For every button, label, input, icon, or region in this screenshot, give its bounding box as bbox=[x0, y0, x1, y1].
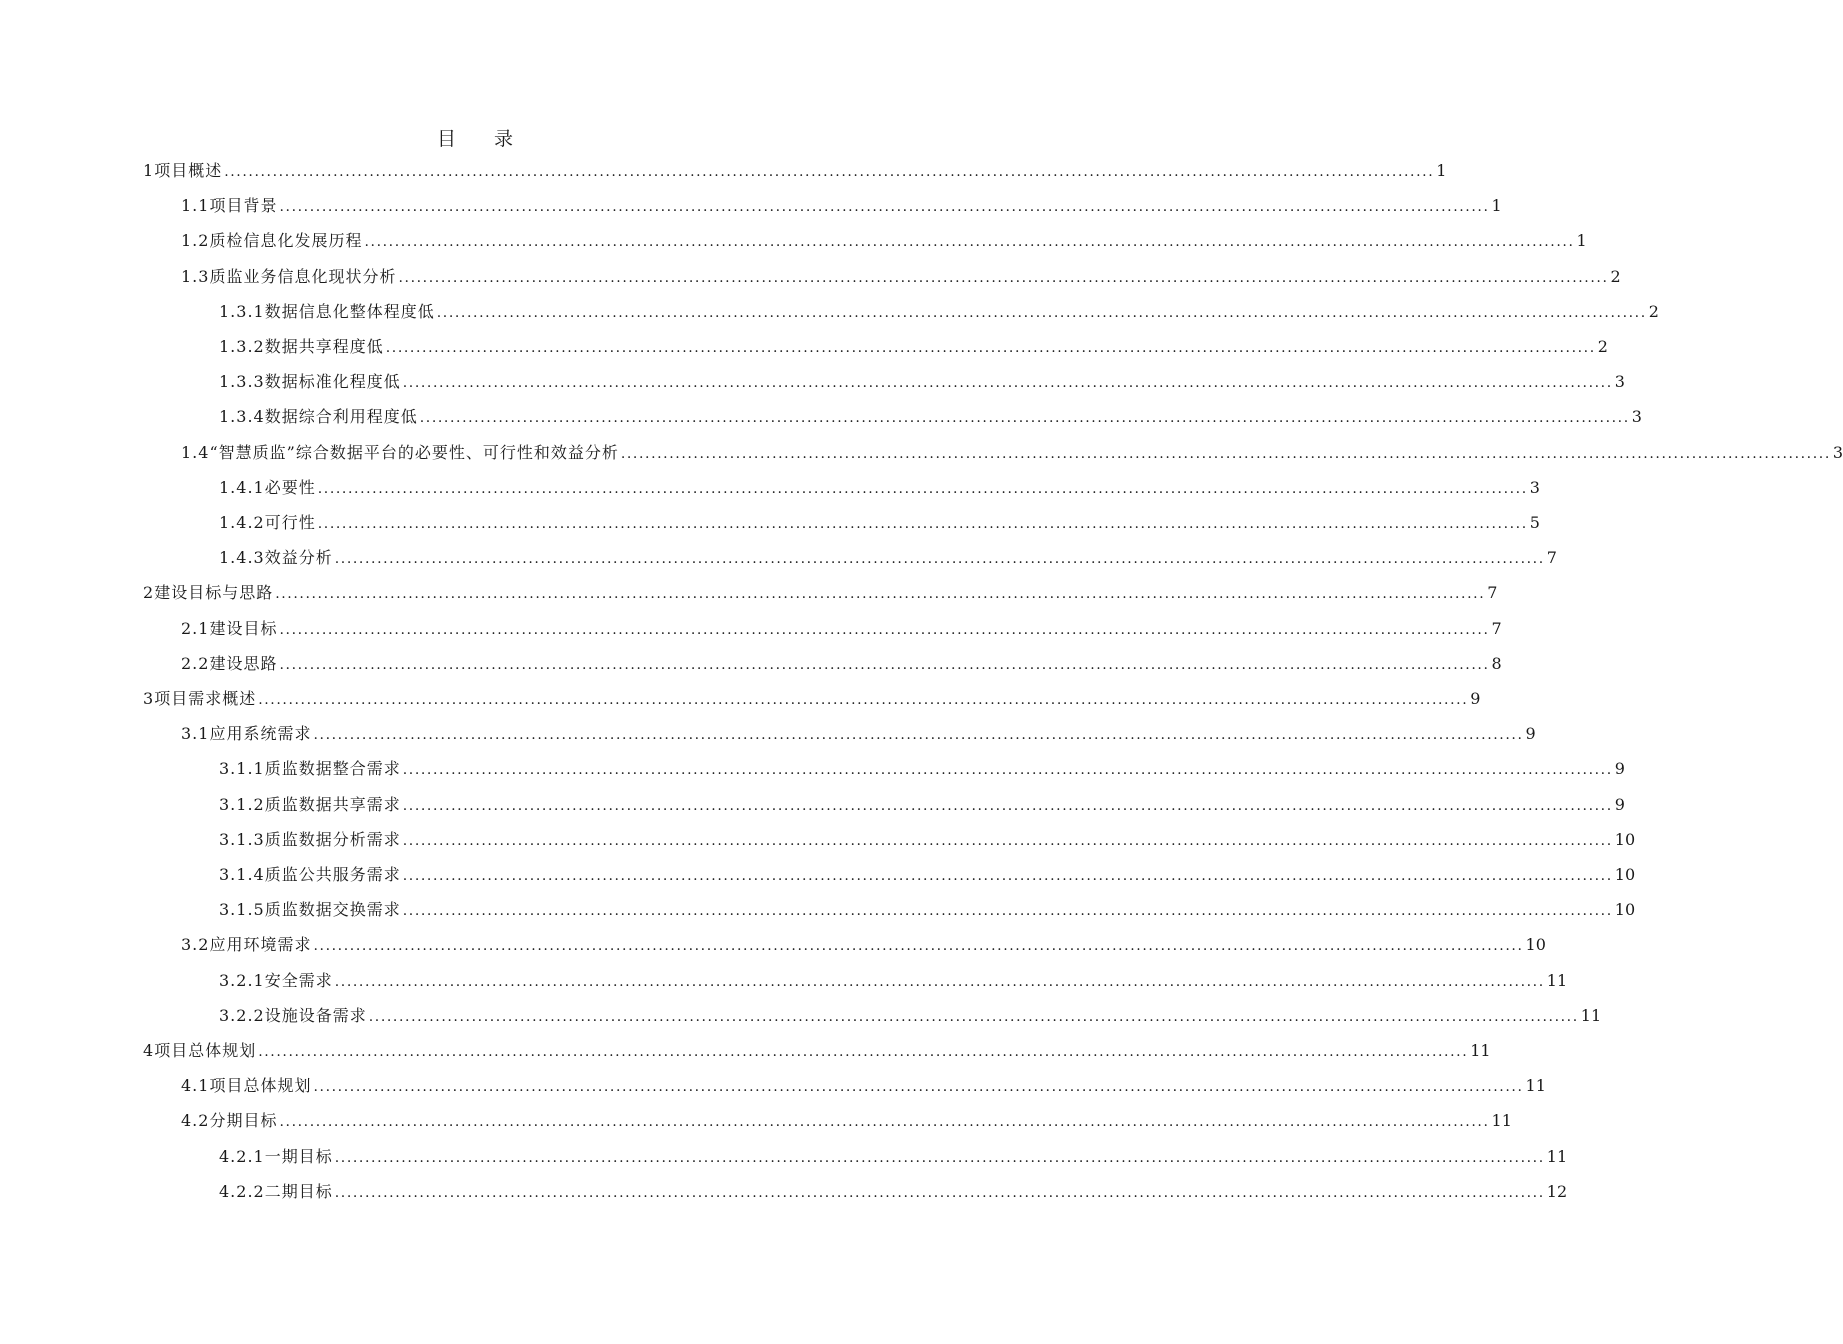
toc-leader-dots: ........................................................................................................................................................................................................ bbox=[317, 480, 1528, 497]
toc-leader-dots: ........................................................................................................................................................................................................ bbox=[620, 445, 1831, 462]
toc-entry-title: 质监数据分析需求 bbox=[264, 829, 401, 849]
toc-entry-title: 项目总体规划 bbox=[209, 1076, 312, 1096]
toc-entry-number: 2 bbox=[143, 583, 155, 603]
toc-title: 目 录 bbox=[436, 128, 530, 150]
toc-entry-title: 效益分析 bbox=[264, 548, 333, 568]
toc-entry[interactable] bbox=[219, 1001, 1602, 1031]
toc-entry-title: 数据综合利用程度低 bbox=[264, 407, 418, 427]
toc-entry-page: 11 bbox=[1470, 1041, 1491, 1060]
toc-entry[interactable] bbox=[181, 649, 1502, 679]
toc-entry-title: 安全需求 bbox=[264, 970, 333, 990]
toc-leader-dots: ........................................................................................................................................................................................................ bbox=[313, 727, 1524, 744]
toc-entry[interactable] bbox=[219, 966, 1568, 996]
toc-entry-page: 12 bbox=[1546, 1181, 1568, 1201]
toc-entry[interactable] bbox=[219, 1142, 1568, 1172]
toc-entry-page: 2 bbox=[1610, 266, 1621, 286]
toc-entry-number: 3.2.2 bbox=[219, 1005, 265, 1025]
toc-entry-page: 10 bbox=[1614, 865, 1636, 884]
toc-entry-number: 1.4.2 bbox=[219, 513, 265, 532]
toc-entry-page: 9 bbox=[1470, 689, 1481, 708]
toc-entry-page: 2 bbox=[1648, 301, 1659, 321]
toc-entry-title: 建设目标 bbox=[209, 618, 278, 638]
toc-entry-number: 2.2 bbox=[181, 653, 210, 673]
toc-entry-title: 项目概述 bbox=[154, 161, 223, 180]
toc-leader-dots: ........................................................................................................................................................................................................ bbox=[258, 692, 1469, 708]
toc-leader-dots: ........................................................................................................................................................................................................ bbox=[279, 199, 1490, 216]
toc-leader-dots: ........................................................................................................................................................................................................ bbox=[334, 1184, 1545, 1201]
toc-leader-dots: ........................................................................................................................................................................................................ bbox=[398, 269, 1609, 286]
toc-entry[interactable] bbox=[181, 262, 1621, 292]
toc-entry-number: 1.4 bbox=[181, 442, 210, 462]
toc-entry[interactable] bbox=[219, 543, 1557, 573]
toc-entry-title: 设施设备需求 bbox=[264, 1005, 367, 1025]
toc-entry-page: 10 bbox=[1614, 900, 1636, 920]
toc-entry-page: 7 bbox=[1491, 618, 1502, 638]
toc-entry-title: 建设思路 bbox=[209, 653, 278, 673]
toc-entry[interactable] bbox=[181, 1071, 1546, 1101]
toc-leader-dots: ........................................................................................................................................................................................................ bbox=[279, 656, 1490, 673]
toc-entry-page: 3 bbox=[1631, 407, 1642, 427]
toc-leader-dots: ........................................................................................................................................................................................................ bbox=[275, 586, 1486, 603]
toc-entry[interactable] bbox=[219, 367, 1625, 397]
toc-entry[interactable] bbox=[219, 1177, 1568, 1207]
toc-entry-page: 11 bbox=[1546, 1146, 1568, 1166]
toc-leader-dots: ........................................................................................................................................................................................................ bbox=[364, 234, 1575, 251]
toc-entry-page: 5 bbox=[1529, 513, 1540, 532]
toc-entry-page: 10 bbox=[1525, 935, 1546, 955]
toc-leader-dots: ........................................................................................................................................................................................................ bbox=[279, 621, 1490, 638]
toc-entry[interactable] bbox=[143, 684, 1481, 714]
toc-entry-page: 11 bbox=[1491, 1111, 1512, 1131]
toc-entry-page: 11 bbox=[1580, 1005, 1602, 1025]
toc-leader-dots: ........................................................................................................................................................................................................ bbox=[385, 340, 1596, 356]
toc-entry-page: 1 bbox=[1436, 161, 1447, 180]
toc-entry-title: 质监业务信息化现状分析 bbox=[209, 266, 397, 286]
toc-entry-title: 可行性 bbox=[264, 513, 316, 532]
toc-entry-page: 11 bbox=[1546, 970, 1568, 990]
toc-entry-number: 4.2 bbox=[181, 1111, 210, 1131]
toc-entry[interactable] bbox=[219, 332, 1608, 362]
toc-entry[interactable] bbox=[181, 191, 1502, 221]
toc-leader-dots: ........................................................................................................................................................................................................ bbox=[402, 832, 1613, 849]
toc-entry-title: 分期目标 bbox=[209, 1111, 278, 1131]
toc-entry-number: 4.2.2 bbox=[219, 1181, 265, 1201]
toc-entry-title: 质监数据共享需求 bbox=[264, 794, 401, 814]
toc-entry-number: 1.3 bbox=[181, 266, 210, 286]
toc-entry[interactable] bbox=[181, 226, 1587, 256]
toc-entry[interactable] bbox=[143, 1036, 1491, 1066]
toc-entry-title: 二期目标 bbox=[264, 1181, 333, 1201]
toc-entry-page: 1 bbox=[1576, 231, 1587, 251]
toc-entry-number: 3.1 bbox=[181, 724, 210, 744]
toc-entry[interactable] bbox=[219, 473, 1540, 503]
toc-entry[interactable] bbox=[219, 860, 1636, 890]
toc-entry-title: 数据共享程度低 bbox=[264, 337, 384, 356]
toc-entry-page: 9 bbox=[1525, 724, 1536, 744]
toc-entry[interactable] bbox=[143, 578, 1498, 608]
toc-entry-number: 4.1 bbox=[181, 1076, 210, 1096]
toc-entry[interactable] bbox=[143, 156, 1447, 186]
toc-entry[interactable] bbox=[219, 790, 1625, 820]
toc-entry-page: 7 bbox=[1487, 583, 1498, 603]
toc-leader-dots: ........................................................................................................................................................................................................ bbox=[279, 1114, 1490, 1131]
toc-entry-number: 1.4.3 bbox=[219, 548, 265, 568]
toc-leader-dots: ........................................................................................................................................................................................................ bbox=[313, 1079, 1524, 1096]
toc-entry-title: 数据信息化整体程度低 bbox=[264, 301, 435, 321]
toc-entry-page: 11 bbox=[1525, 1076, 1546, 1096]
toc-entry-number: 1.3.4 bbox=[219, 407, 265, 427]
toc-entry[interactable] bbox=[219, 297, 1659, 327]
toc-entry-title: 建设目标与思路 bbox=[154, 583, 274, 603]
toc-entry[interactable] bbox=[181, 438, 1843, 468]
toc-entry-number: 1 bbox=[143, 161, 155, 180]
toc-leader-dots: ........................................................................................................................................................................................................ bbox=[258, 1044, 1469, 1060]
toc-entry-title: 一期目标 bbox=[264, 1146, 333, 1166]
toc-entry-page: 2 bbox=[1597, 337, 1608, 356]
toc-entry-title: 质检信息化发展历程 bbox=[209, 231, 363, 251]
toc-entry-number: 1.4.1 bbox=[219, 477, 265, 497]
toc-leader-dots: ........................................................................................................................................................................................................ bbox=[402, 375, 1613, 392]
toc-entry-number: 3.1.4 bbox=[219, 865, 265, 884]
toc-entry-title: 项目背景 bbox=[209, 196, 278, 216]
toc-leader-dots: ........................................................................................................................................................................................................ bbox=[419, 410, 1630, 427]
toc-entry-title: 项目总体规划 bbox=[154, 1041, 257, 1060]
toc-entry[interactable] bbox=[219, 402, 1642, 432]
toc-entry-page: 3 bbox=[1832, 442, 1843, 462]
toc-entry-page: 10 bbox=[1614, 829, 1636, 849]
toc-leader-dots: ........................................................................................................................................................................................................ bbox=[317, 516, 1528, 532]
toc-entry-page: 9 bbox=[1614, 759, 1625, 779]
toc-entry[interactable] bbox=[181, 719, 1536, 749]
toc-entry-number: 1.2 bbox=[181, 231, 210, 251]
toc-entry-number: 1.3.3 bbox=[219, 372, 265, 392]
toc-leader-dots: ........................................................................................................................................................................................................ bbox=[402, 903, 1613, 920]
toc-entry-title: “智慧质监”综合数据平台的必要性、可行性和效益分析 bbox=[209, 442, 619, 462]
toc-entry-page: 7 bbox=[1546, 548, 1557, 568]
toc-entry-number: 4 bbox=[143, 1041, 155, 1060]
toc-entry-number: 3.2 bbox=[181, 935, 210, 955]
toc-entry-number: 2.1 bbox=[181, 618, 210, 638]
toc-entry[interactable] bbox=[181, 930, 1546, 960]
toc-leader-dots: ........................................................................................................................................................................................................ bbox=[224, 164, 1435, 180]
toc-entry-page: 1 bbox=[1491, 196, 1502, 216]
toc-entry[interactable] bbox=[181, 1106, 1512, 1136]
toc-leader-dots: ........................................................................................................................................................................................................ bbox=[402, 797, 1613, 814]
toc-entry-page: 9 bbox=[1614, 794, 1625, 814]
toc-entry-title: 必要性 bbox=[264, 477, 316, 497]
toc-leader-dots: ........................................................................................................................................................................................................ bbox=[402, 868, 1613, 884]
toc-entry-page: 3 bbox=[1529, 477, 1540, 497]
toc-entry-title: 质监数据交换需求 bbox=[264, 900, 401, 920]
toc-entry[interactable] bbox=[181, 614, 1502, 644]
toc-entry[interactable] bbox=[219, 754, 1625, 784]
toc-entry-title: 质监公共服务需求 bbox=[264, 865, 401, 884]
toc-entry-number: 1.3.1 bbox=[219, 301, 265, 321]
toc-entry-page: 3 bbox=[1614, 372, 1625, 392]
toc-entry-number: 3 bbox=[143, 689, 155, 708]
toc-leader-dots: ........................................................................................................................................................................................................ bbox=[334, 1149, 1545, 1166]
toc-leader-dots: ........................................................................................................................................................................................................ bbox=[313, 938, 1524, 955]
toc-entry-number: 4.2.1 bbox=[219, 1146, 265, 1166]
toc-entry-title: 数据标准化程度低 bbox=[264, 372, 401, 392]
toc-entry-title: 质监数据整合需求 bbox=[264, 759, 401, 779]
toc-entry-number: 3.1.3 bbox=[219, 829, 265, 849]
toc-entry-number: 1.1 bbox=[181, 196, 210, 216]
toc-leader-dots: ........................................................................................................................................................................................................ bbox=[368, 1008, 1579, 1025]
toc-entry-number: 3.2.1 bbox=[219, 970, 265, 990]
toc-entry-title: 应用系统需求 bbox=[209, 724, 312, 744]
toc-leader-dots: ........................................................................................................................................................................................................ bbox=[334, 551, 1545, 568]
toc-entry-number: 3.1.5 bbox=[219, 900, 265, 920]
toc-entry-title: 应用环境需求 bbox=[209, 935, 312, 955]
toc-entry-title: 项目需求概述 bbox=[154, 689, 257, 708]
toc-leader-dots: ........................................................................................................................................................................................................ bbox=[436, 304, 1647, 321]
toc-entry-page: 8 bbox=[1491, 653, 1502, 673]
toc-leader-dots: ........................................................................................................................................................................................................ bbox=[334, 973, 1545, 990]
toc-entry[interactable] bbox=[219, 895, 1636, 925]
toc-leader-dots: ........................................................................................................................................................................................................ bbox=[402, 762, 1613, 779]
toc-entry[interactable] bbox=[219, 825, 1636, 855]
toc-entry-number: 3.1.1 bbox=[219, 759, 265, 779]
toc-entry[interactable] bbox=[219, 508, 1540, 538]
toc-entry-number: 1.3.2 bbox=[219, 337, 265, 356]
toc-entry-number: 3.1.2 bbox=[219, 794, 265, 814]
